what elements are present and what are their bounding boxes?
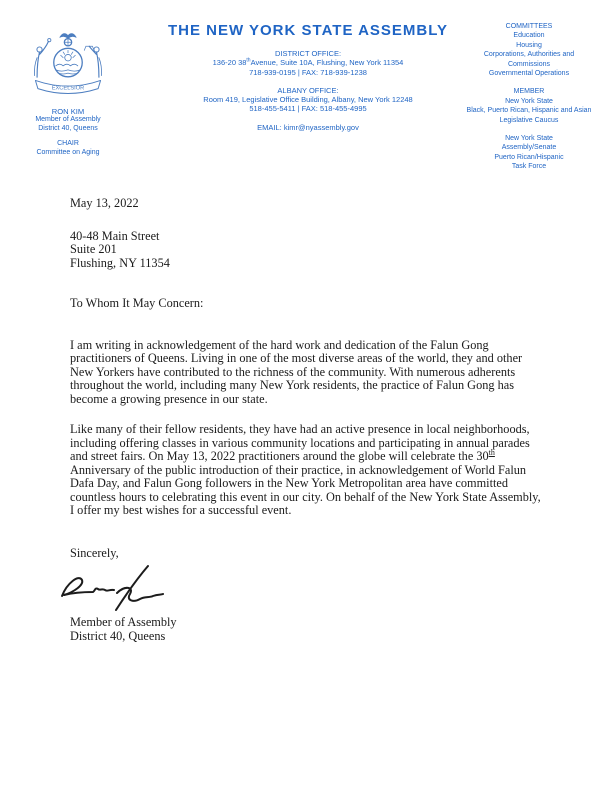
district-office-section (130, 49, 486, 77)
committees-list (462, 31, 596, 78)
taskforce-item: Puerto Rican/Hispanic (494, 153, 564, 161)
member-name: RON KIM (51, 106, 85, 116)
committee-item: Housing (516, 41, 542, 49)
salutation: To Whom It May Concern: (70, 296, 204, 310)
chair-committee: Committee on Aging (36, 148, 100, 156)
paragraph-1: I am writing in acknowledgement of the hard work and dedication of the Falun Gong practitioners of Queens. Living in one of the most diverse areas of the world, they and other New Yorkers have contributed to the richness of the community. With numerous adherents throughout the world, including many New York residents, the practice of Falun Gong has become a growing presence in our state. (70, 337, 523, 406)
albany-office-address: Room 419, Legislative Office Building, Albany, New York 12248 (203, 95, 413, 105)
ordinal-suffix: th (488, 447, 495, 457)
committee-item: Corporations, Authorities and Commissions (483, 51, 575, 68)
district-office-label: DISTRICT OFFICE: (274, 49, 342, 58)
paragraph-2: Like many of their fellow residents, they have had an active presence in local neighborhoods, including offering classes in various community locations and participating in annual parades and street fairs. On May 13, 2022 practitioners around the globe will celebrate the 30th Anniversary of the public introduction of their practice, in acknowledgement of World Falun Dafa Day, and Falun Gong followers in the New York Metropolitan area have committed countless hours to celebrating this event in our city. On behalf of the New York State Assembly, I offer my best wishes for a successful event. (70, 422, 541, 517)
ny-state-seal-icon (27, 30, 109, 100)
taskforce-item: Task Force (511, 163, 547, 171)
member-label: MEMBER (513, 88, 545, 96)
seal-motto: EXCELSIOR (51, 85, 85, 92)
ordinal-suffix: th (246, 57, 251, 64)
letter-date: May 13, 2022 (70, 196, 139, 210)
district-office-address: 136-20 38thAvenue, Suite 10A, Flushing, New York 11354 (212, 57, 404, 68)
member-item: Black, Puerto Rican, Hispanic and Asian Legislative Caucus (466, 107, 592, 124)
spacer (24, 133, 112, 140)
member-list (462, 97, 596, 125)
letterhead-left-column (24, 30, 112, 158)
address-line: Flushing, NY 11354 (70, 255, 170, 270)
letterhead-right-column (462, 22, 596, 181)
closing: Sincerely, (70, 545, 119, 560)
committee-item: Governmental Operations (488, 70, 570, 78)
member-district: District 40, Queens (38, 124, 98, 132)
taskforce-list (462, 134, 596, 172)
albany-office-section (130, 86, 486, 114)
assembly-title: THE NEW YORK STATE ASSEMBLY (167, 22, 449, 39)
chair-label: CHAIR (57, 140, 79, 148)
address-line: Suite 201 (70, 242, 117, 256)
signature-district: District 40, Queens (70, 628, 166, 643)
signature-title: Member of Assembly (70, 615, 177, 629)
member-title: Member of Assembly (35, 116, 101, 124)
committees-group (462, 22, 596, 78)
member-group (462, 87, 596, 125)
district-office-phone: 718-939-0195 | FAX: 718-939-1238 (249, 67, 367, 77)
albany-office-label: ALBANY OFFICE: (277, 85, 339, 95)
committees-label: COMMITTEES (505, 23, 553, 30)
address-line: 40-48 Main Street (70, 228, 160, 243)
ron-kim-signature (58, 562, 166, 614)
taskforce-group (462, 134, 596, 172)
albany-office-phone: 518-455-5411 | FAX: 518-455-4995 (249, 104, 367, 114)
committee-item: Education (513, 32, 545, 40)
email-line: EMAIL: kimr@nyassembly.gov (257, 122, 359, 132)
letterhead-center (130, 22, 486, 141)
member-item: New York State (505, 97, 553, 105)
taskforce-item: Assembly/Senate (501, 144, 557, 152)
taskforce-item: New York State (505, 135, 553, 143)
letter-body (70, 197, 546, 643)
recipient-address (70, 230, 546, 271)
